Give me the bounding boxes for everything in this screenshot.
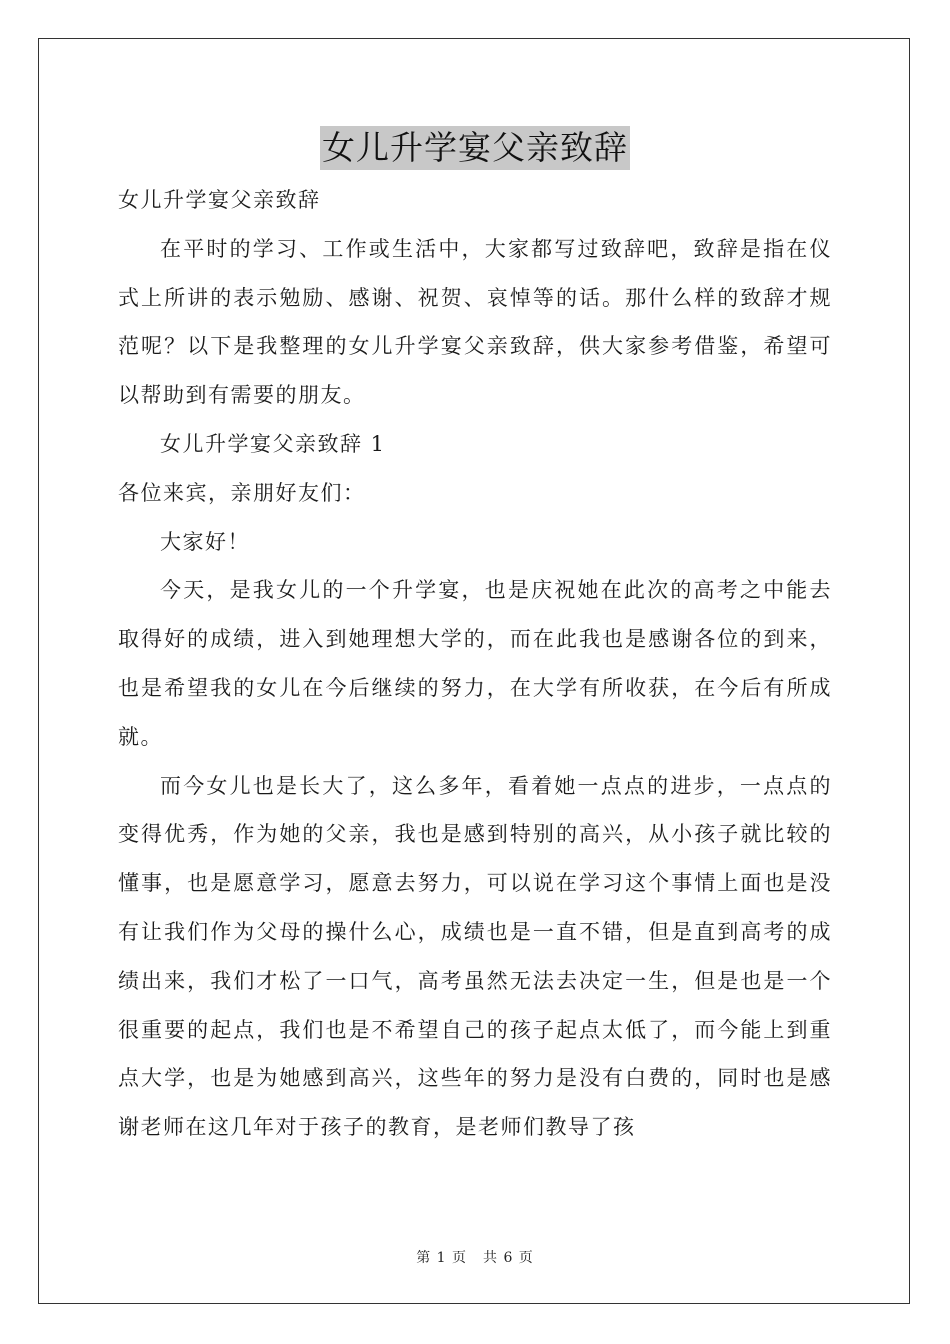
intro-paragraph: 在平时的学习、工作或生活中，大家都写过致辞吧，致辞是指在仪式上所讲的表示勉励、感谢、祝贺、哀悼等的话。那什么样的致辞才规范呢？以下是我整理的女儿升学宴父亲致辞，供大家参考借鉴，希望可以帮助到有需要的朋友。 (118, 236, 832, 408)
salutation-paragraph: 各位来宾，亲朋好友们： (118, 480, 366, 505)
page-number: 第 1 页 (416, 1250, 467, 1266)
page-footer (0, 1247, 950, 1267)
title-container (0, 126, 950, 170)
greeting-paragraph: 大家好！ (160, 529, 250, 554)
body-paragraph: 今天，是我女儿的一个升学宴，也是庆祝她在此次的高考之中能去取得好的成绩，进入到她理想大学的，而在此我也是感谢各位的到来，也是希望我的女儿在今后继续的努力，在大学有所收获，在今后有所成就。 (118, 578, 832, 749)
document-body (118, 176, 832, 1152)
section-heading: 女儿升学宴父亲致辞 1 (160, 431, 386, 456)
document-title: 女儿升学宴父亲致辞 (320, 126, 630, 170)
page-total: 共 6 页 (483, 1250, 534, 1266)
subtitle-paragraph: 女儿升学宴父亲致辞 (118, 188, 321, 212)
body-paragraph: 而今女儿也是长大了，这么多年，看着她一点点的进步，一点点的变得优秀，作为她的父亲，我也是感到特别的高兴，从小孩子就比较的懂事，也是愿意学习，愿意去努力，可以说在学习这个事情上面也是没有让我们作为父母的操什么心，成绩也是一直不错，但是直到高考的成绩出来，我们才松了一口气，高考虽然无法去决定一生，但是也是一个很重要的起点，我们也是不希望自己的孩子起点太低了，而今能上到重点大学，也是为她感到高兴，这些年的努力是没有白费的，同时也是感谢老师在这几年对于孩子的教育，是老师们教导了孩 (118, 773, 832, 1140)
